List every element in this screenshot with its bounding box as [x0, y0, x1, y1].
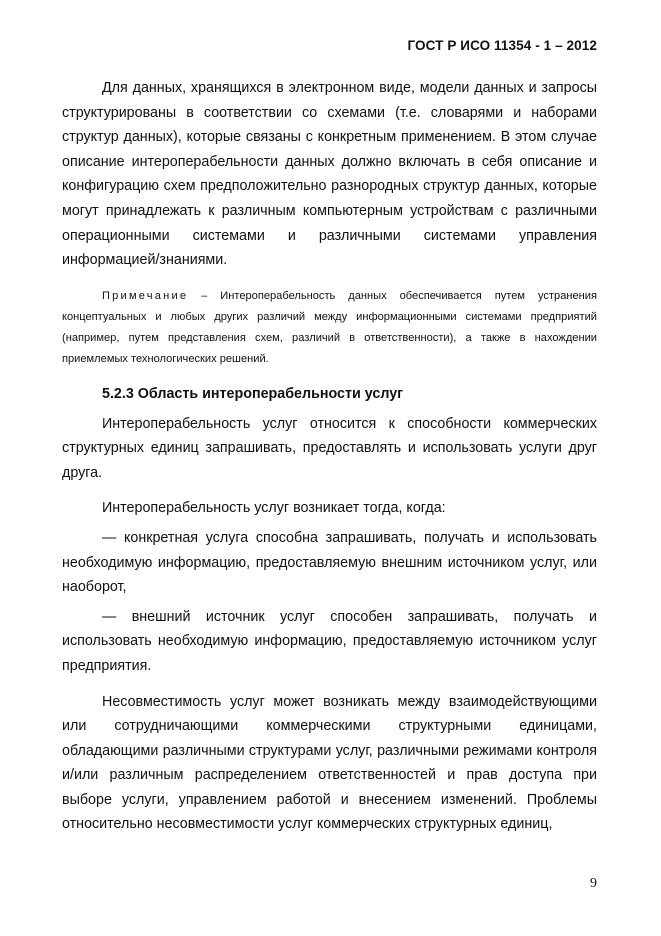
page-body — [62, 76, 597, 837]
section-heading: 5.2.3 Область интероперабельности услуг — [102, 385, 404, 402]
list-item-external-source: — внешний источник услуг способен запрашивать, получать и использовать необходимую информацию, предоставляемую источником услуг предприятия. — [62, 608, 597, 674]
paragraph-data-models: Для данных, хранящихся в электронном виде, модели данных и запросы структурированы в соответствии со схемами (т.е. словарями и наборами структур данных), которые связаны с конкретным применением. В этом случае описание интероперабельности данных должно включать в себя описание и конфигурацию схем предположительно разнородных структур данных, которые могут принадлежать к различным компьютерным устройствам с различными операционными системами и различными системами управления информацией/знаниями. — [62, 80, 597, 269]
note-paragraph — [62, 286, 597, 371]
note-text: – Интероперабельность данных обеспечивается путем устранения концептуальных и любых других различий между информационными системами предприятий (например, путем представления схем, различий в ответственности), а также в нахождении приемлемых технологических решений. — [62, 289, 597, 366]
paragraph-service-when: Интероперабельность услуг возникает тогда, когда: — [102, 500, 446, 517]
page-number: 9 — [590, 876, 597, 891]
note-label: Примечание — [102, 289, 189, 302]
paragraph-service-interoperability: Интероперабельность услуг относится к способности коммерческих структурных единиц запрашивать, предоставлять и использовать услуги друг друга. — [62, 415, 597, 481]
list-item-specific-service: — конкретная услуга способна запрашивать, получать и использовать необходимую информацию, предоставляемую внешним источником услуг, или наоборот, — [62, 529, 597, 596]
document-standard-code: ГОСТ Р ИСО 11354 - 1 – 2012 — [407, 38, 597, 53]
paragraph-service-incompatibility: Несовместимость услуг может возникать между взаимодействующими или сотрудничающими коммерческими структурными единицами, обладающими различными структурами услуг, различными режимами контроля и/или различным распределением ответственностей и прав доступа при выборе услуги, управлением работой и внесением изменений. Проблемы относительно несовместимости услуг коммерческих структурных единиц, — [62, 693, 597, 833]
